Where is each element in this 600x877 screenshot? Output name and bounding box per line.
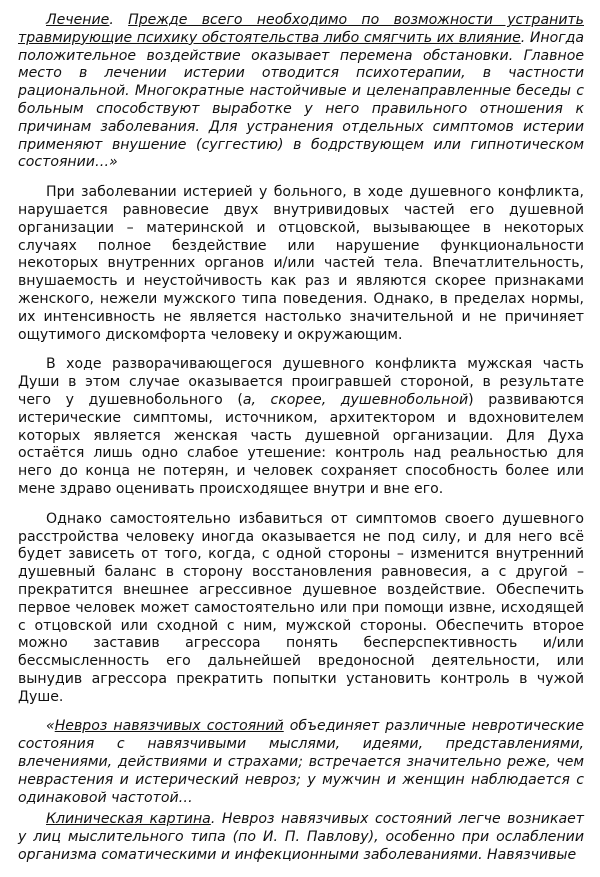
clinical-picture-heading: Клиническая картина bbox=[46, 811, 211, 828]
conflict-text-end: ) развиваются истерические симптомы, источником, архитектором и вдохновителем которых является женская часть душевной организации. Для Духа остаётся лишь одно слабое утешение: контроль над реальностью для него до конца не потерян, и человек сохраняет способность более или мене здраво оценивать происходящее внутри и вне его. bbox=[18, 391, 584, 497]
paragraph-hysteria-balance: При заболевании истерией у больного, в ходе душевного конфликта, нарушается равновесие двух внутривидовых частей его душевной организации – материнской и отцовской, вызывающее в некоторых случаях полное бездействие или нарушение функциональности некоторых внутренних органов и/или частей тела. Впечатлительность, внушаемость и неустойчивость как раз и являются скорее признаками женского, нежели мужского типа поведения. Однако, в пределах нормы, их интенсивность не является настолько значительной и не причиняет ощутимого дискомфорта человеку и окружающим. bbox=[18, 184, 584, 343]
conflict-italic-aside: а, скорее, душевнобольной bbox=[242, 391, 469, 408]
treatment-separator: . bbox=[109, 12, 129, 28]
document-page bbox=[18, 12, 584, 877]
neurosis-term: Невроз навязчивых состояний bbox=[54, 718, 284, 735]
neurosis-definition: объединяет различные невротические состояния с навязчивыми мыслями, идеями, представлениями, влечениями, действиями и страхами; встречается значительно реже, чем неврастения и истерический невроз; у мужчин и женщин наблюдается с одинаковой частотой… bbox=[18, 718, 584, 806]
paragraph-self-recovery: Однако самостоятельно избавиться от симптомов своего душевного расстройства человеку иногда оказывается не под силу, и для него всё будет зависеть от того, когда, с одной стороны – изменится внутренний душевный баланс в сторону восстановления равновесия, а с другой – прекратится внешнее агрессивное душевное воздействие. Обеспечить первое человек может самостоятельно или при помощи извне, исходящей с отцовской или сходной с ним, мужской стороны. Обеспечить второе можно заставив агрессора понять бесперспективность и/или бессмысленность его дальнейшей вредоносной деятельности, или вынудив агрессора прекратить попытки установить контроль в чужой Душе. bbox=[18, 510, 584, 705]
treatment-body: . Иногда положительное воздействие оказывает перемена обстановки. Главное место в лечении истерии отводится психотерапии, в частности рациональной. Многократные настойчивые и целенаправленные беседы с больным способствуют выработке у него правильного отношения к причинам заболевания. Для устранения отдельных симптомов истерии применяют внушение (суггестию) в бодрствующем или гипнотическом состоянии…» bbox=[18, 29, 584, 171]
clinical-picture-body: . Невроз навязчивых состояний легче возникает у лиц мыслительного типа (по И. П. Павлову), особенно при ослаблении организма соматическими и инфекционными заболеваниями. Навязчивые bbox=[18, 811, 584, 864]
paragraph-treatment bbox=[18, 12, 584, 172]
treatment-heading: Лечение bbox=[46, 12, 110, 28]
conflict-text-start: В ходе разворачивающегося душевного конфликта мужская часть Души в этом случае оказывается проигравшей стороной, в результате чего у душевнобольного ( bbox=[18, 356, 584, 408]
treatment-underlined-sentence: Прежде всего необходимо по возможности устранить травмирующие психику обстоятельства либо смягчить их влияние bbox=[18, 12, 584, 46]
paragraph-obsessive-neurosis bbox=[18, 718, 584, 807]
neurosis-open-quote: « bbox=[46, 718, 55, 735]
paragraph-inner-conflict bbox=[18, 356, 584, 498]
paragraph-clinical-picture bbox=[18, 811, 584, 864]
